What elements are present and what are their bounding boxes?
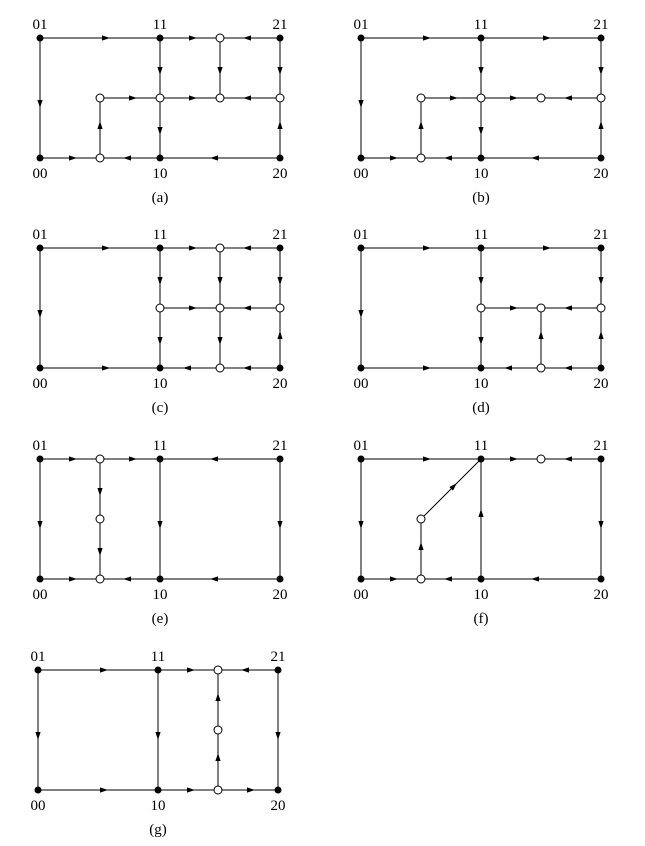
- edge-arrow-a-0: [102, 35, 110, 40]
- corner-label-b-11: 11: [473, 17, 489, 33]
- edge-arrow-e-2: [210, 456, 218, 461]
- node-f-01: [358, 456, 364, 462]
- edge-arrow-b-6: [598, 121, 603, 129]
- open-node-b-4: [417, 154, 425, 162]
- corner-label-g-00: 00: [30, 798, 46, 814]
- corner-label-d-01: 01: [353, 227, 369, 243]
- edge-arrow-g-8: [100, 787, 108, 792]
- edge-arrow-e-10: [210, 576, 218, 581]
- node-c-21: [277, 245, 283, 251]
- edge-arrow-g-10: [247, 787, 255, 792]
- corner-label-e-01: 01: [32, 438, 48, 454]
- corner-label-g-20: 20: [270, 798, 286, 814]
- edge-arrow-e-8: [69, 576, 77, 581]
- node-e-20: [277, 576, 283, 582]
- edge-arrow-d-1: [543, 245, 551, 250]
- node-a-21: [277, 35, 283, 41]
- edge-arrow-f-10: [531, 576, 539, 581]
- edge-arrow-c-11: [243, 305, 251, 310]
- edge-arrow-c-13: [183, 365, 191, 370]
- node-b-11: [478, 35, 484, 41]
- node-d-01: [358, 245, 364, 251]
- edge-arrow-c-6: [217, 277, 222, 285]
- edge-arrow-g-7: [275, 732, 280, 740]
- corner-label-d-10: 10: [473, 376, 489, 392]
- node-e-01: [37, 456, 43, 462]
- open-node-d-1: [537, 304, 545, 312]
- open-node-b-1: [477, 94, 485, 102]
- node-f-11: [478, 456, 484, 462]
- node-c-10: [157, 365, 163, 371]
- edge-arrow-f-0: [423, 456, 431, 461]
- corner-label-a-10: 10: [152, 166, 168, 182]
- edge-arrow-b-12: [444, 155, 452, 160]
- node-c-20: [277, 365, 283, 371]
- open-node-c-4: [216, 364, 224, 372]
- node-g-10: [155, 787, 161, 793]
- node-a-20: [277, 155, 283, 161]
- node-f-20: [598, 576, 604, 582]
- open-node-a-0: [216, 34, 224, 42]
- open-node-e-0: [96, 455, 104, 463]
- edge-arrow-d-4: [478, 337, 483, 345]
- open-node-c-2: [216, 304, 224, 312]
- edge-arrow-e-5: [97, 548, 102, 556]
- node-a-10: [157, 155, 163, 161]
- edge-arrow-d-9: [538, 331, 543, 339]
- edge-arrow-c-5: [157, 337, 162, 345]
- node-c-11: [157, 245, 163, 251]
- edge-arrow-d-0: [423, 245, 431, 250]
- edge-arrow-d-6: [598, 331, 603, 339]
- panel-g: [31, 649, 286, 838]
- corner-label-e-00: 00: [32, 587, 48, 603]
- open-node-f-0: [537, 455, 545, 463]
- panel-caption-g: (g): [149, 822, 167, 838]
- edge-arrow-b-0: [423, 35, 431, 40]
- corner-label-d-11: 11: [473, 227, 489, 243]
- open-node-d-2: [597, 304, 605, 312]
- edge-arrow-a-15: [210, 155, 218, 160]
- edge-arrow-a-3: [37, 100, 42, 108]
- edge-arrow-a-6: [217, 67, 222, 75]
- panel-b: [354, 17, 609, 206]
- open-node-b-2: [537, 94, 545, 102]
- node-e-10: [157, 576, 163, 582]
- edge-arrow-g-5: [215, 753, 220, 761]
- corner-label-b-00: 00: [353, 166, 369, 182]
- node-g-01: [35, 667, 41, 673]
- edge-arrow-e-9: [123, 576, 131, 581]
- edge-arrow-g-4: [155, 732, 160, 740]
- edge-arrow-g-3: [35, 732, 40, 740]
- node-g-20: [275, 787, 281, 793]
- edge-arrow-b-1: [543, 35, 551, 40]
- corner-label-b-20: 20: [593, 166, 609, 182]
- node-d-10: [478, 365, 484, 371]
- corner-label-f-00: 00: [353, 587, 369, 603]
- edge-arrow-f-5: [418, 542, 423, 550]
- corner-label-c-21: 21: [272, 227, 288, 243]
- node-d-20: [598, 365, 604, 371]
- corner-label-c-00: 00: [32, 376, 48, 392]
- node-d-21: [598, 245, 604, 251]
- edge-arrow-c-7: [217, 337, 222, 345]
- open-node-e-2: [96, 575, 104, 583]
- node-b-21: [598, 35, 604, 41]
- open-node-f-1: [417, 515, 425, 523]
- corner-label-d-00: 00: [353, 376, 369, 392]
- corner-label-g-01: 01: [30, 649, 46, 665]
- edge-arrow-f-8: [390, 576, 398, 581]
- edge-arrow-a-5: [157, 127, 162, 135]
- edge-arrow-c-14: [243, 365, 251, 370]
- edge-arrow-b-9: [564, 95, 572, 100]
- node-d-11: [478, 245, 484, 251]
- open-node-g-1: [214, 726, 222, 734]
- corner-label-a-21: 21: [272, 17, 288, 33]
- edge-arrow-c-0: [102, 245, 110, 250]
- edge-arrow-d-10: [423, 365, 431, 370]
- edge-arrow-e-1: [129, 456, 137, 461]
- edge-arrow-b-13: [531, 155, 539, 160]
- corner-label-d-20: 20: [593, 376, 609, 392]
- corner-label-a-00: 00: [32, 166, 48, 182]
- edge-arrow-a-10: [189, 95, 197, 100]
- edge-arrow-f-6: [478, 509, 483, 517]
- corner-label-e-20: 20: [272, 587, 288, 603]
- edge-arrow-d-3: [478, 277, 483, 285]
- node-c-01: [37, 245, 43, 251]
- node-b-20: [598, 155, 604, 161]
- panel-caption-f: (f): [473, 611, 489, 627]
- edge-arrow-g-1: [187, 667, 195, 672]
- corner-label-e-21: 21: [272, 438, 288, 454]
- edge-arrow-d-7: [510, 305, 518, 310]
- panel-caption-b: (b): [472, 190, 490, 206]
- panel-caption-c: (c): [151, 400, 169, 416]
- node-e-11: [157, 456, 163, 462]
- edge-arrow-c-10: [189, 305, 197, 310]
- corner-label-f-21: 21: [593, 438, 609, 454]
- open-node-a-2: [156, 94, 164, 102]
- panel-caption-d: (d): [472, 400, 490, 416]
- corner-label-b-01: 01: [353, 17, 369, 33]
- edge-arrow-g-9: [187, 787, 195, 792]
- edge-arrow-a-4: [157, 67, 162, 75]
- panel-e: [33, 438, 288, 627]
- node-d-00: [358, 365, 364, 371]
- edge-arrow-d-8: [564, 305, 572, 310]
- corner-label-b-21: 21: [593, 17, 609, 33]
- corner-label-c-11: 11: [152, 227, 168, 243]
- node-a-01: [37, 35, 43, 41]
- edge-arrow-a-11: [243, 95, 251, 100]
- edge-arrow-e-0: [69, 456, 77, 461]
- corner-label-c-10: 10: [152, 376, 168, 392]
- corner-label-f-01: 01: [353, 438, 369, 454]
- node-c-00: [37, 365, 43, 371]
- edge-arrow-c-2: [243, 245, 251, 250]
- node-g-21: [275, 667, 281, 673]
- node-g-00: [35, 787, 41, 793]
- edge-arrow-c-4: [157, 277, 162, 285]
- corner-label-f-20: 20: [593, 587, 609, 603]
- edge-arrow-d-2: [358, 310, 363, 318]
- edge-arrow-f-3: [358, 521, 363, 529]
- corner-label-g-21: 21: [270, 649, 286, 665]
- node-f-10: [478, 576, 484, 582]
- edge-arrow-d-11: [504, 365, 512, 370]
- edge-arrow-a-13: [69, 155, 77, 160]
- corner-label-a-01: 01: [32, 17, 48, 33]
- node-a-11: [157, 35, 163, 41]
- node-b-00: [358, 155, 364, 161]
- corner-label-a-11: 11: [152, 17, 168, 33]
- node-f-00: [358, 576, 364, 582]
- open-node-a-5: [96, 154, 104, 162]
- panel-caption-a: (a): [151, 190, 169, 206]
- corner-label-f-10: 10: [473, 587, 489, 603]
- open-node-c-0: [216, 244, 224, 252]
- node-e-00: [37, 576, 43, 582]
- edge-arrow-e-3: [37, 521, 42, 529]
- open-node-e-1: [96, 515, 104, 523]
- edge-arrow-g-0: [100, 667, 108, 672]
- open-node-a-3: [216, 94, 224, 102]
- edge-f-4: [421, 459, 481, 519]
- open-node-c-1: [156, 304, 164, 312]
- edge-arrow-f-9: [444, 576, 452, 581]
- open-node-a-4: [276, 94, 284, 102]
- edge-arrow-b-7: [450, 95, 458, 100]
- open-node-g-0: [214, 666, 222, 674]
- panel-caption-e: (e): [151, 611, 169, 627]
- node-a-00: [37, 155, 43, 161]
- corner-label-d-21: 21: [593, 227, 609, 243]
- node-e-21: [277, 456, 283, 462]
- open-node-d-3: [537, 364, 545, 372]
- edge-arrow-b-5: [598, 67, 603, 75]
- open-node-g-2: [214, 786, 222, 794]
- node-g-11: [155, 667, 161, 673]
- corner-label-g-11: 11: [150, 649, 166, 665]
- edge-arrow-a-9: [129, 95, 137, 100]
- panel-d: [354, 227, 609, 416]
- edge-arrow-b-3: [478, 67, 483, 75]
- corner-label-b-10: 10: [473, 166, 489, 182]
- corner-label-e-11: 11: [152, 438, 168, 454]
- node-f-21: [598, 456, 604, 462]
- edge-arrow-b-8: [510, 95, 518, 100]
- open-node-f-2: [417, 575, 425, 583]
- open-node-c-3: [276, 304, 284, 312]
- edge-arrow-f-7: [598, 521, 603, 529]
- edge-arrow-e-7: [277, 521, 282, 529]
- corner-label-c-01: 01: [32, 227, 48, 243]
- edge-arrow-a-12: [97, 121, 102, 129]
- edge-arrow-a-7: [277, 67, 282, 75]
- edge-arrow-f-2: [564, 456, 572, 461]
- open-node-a-1: [96, 94, 104, 102]
- corner-label-c-20: 20: [272, 376, 288, 392]
- edge-arrow-a-2: [243, 35, 251, 40]
- node-b-10: [478, 155, 484, 161]
- edge-arrow-f-1: [510, 456, 518, 461]
- edge-arrow-c-1: [189, 245, 197, 250]
- edge-arrow-a-8: [277, 121, 282, 129]
- edge-arrow-c-8: [277, 277, 282, 285]
- panel-f: [354, 438, 609, 627]
- edge-arrow-g-6: [215, 693, 220, 701]
- panel-c: [33, 227, 288, 416]
- edge-arrow-c-9: [277, 331, 282, 339]
- edge-arrow-b-4: [478, 127, 483, 135]
- corner-label-e-10: 10: [152, 587, 168, 603]
- edge-arrow-a-1: [189, 35, 197, 40]
- open-node-b-3: [597, 94, 605, 102]
- edge-arrow-b-11: [390, 155, 398, 160]
- open-node-b-0: [417, 94, 425, 102]
- corner-label-f-11: 11: [473, 438, 489, 454]
- edge-arrow-b-2: [358, 100, 363, 108]
- edge-arrow-c-12: [102, 365, 110, 370]
- edge-arrow-e-6: [157, 521, 162, 529]
- corner-label-a-20: 20: [272, 166, 288, 182]
- node-b-01: [358, 35, 364, 41]
- edge-arrow-c-3: [37, 310, 42, 318]
- open-node-d-0: [477, 304, 485, 312]
- edge-arrow-a-14: [123, 155, 131, 160]
- edge-arrow-g-2: [241, 667, 249, 672]
- edge-arrow-d-5: [598, 277, 603, 285]
- edge-arrow-b-10: [418, 121, 423, 129]
- corner-label-g-10: 10: [150, 798, 166, 814]
- panel-a: [33, 17, 288, 206]
- edge-arrow-e-4: [97, 488, 102, 496]
- edge-arrow-d-12: [564, 365, 572, 370]
